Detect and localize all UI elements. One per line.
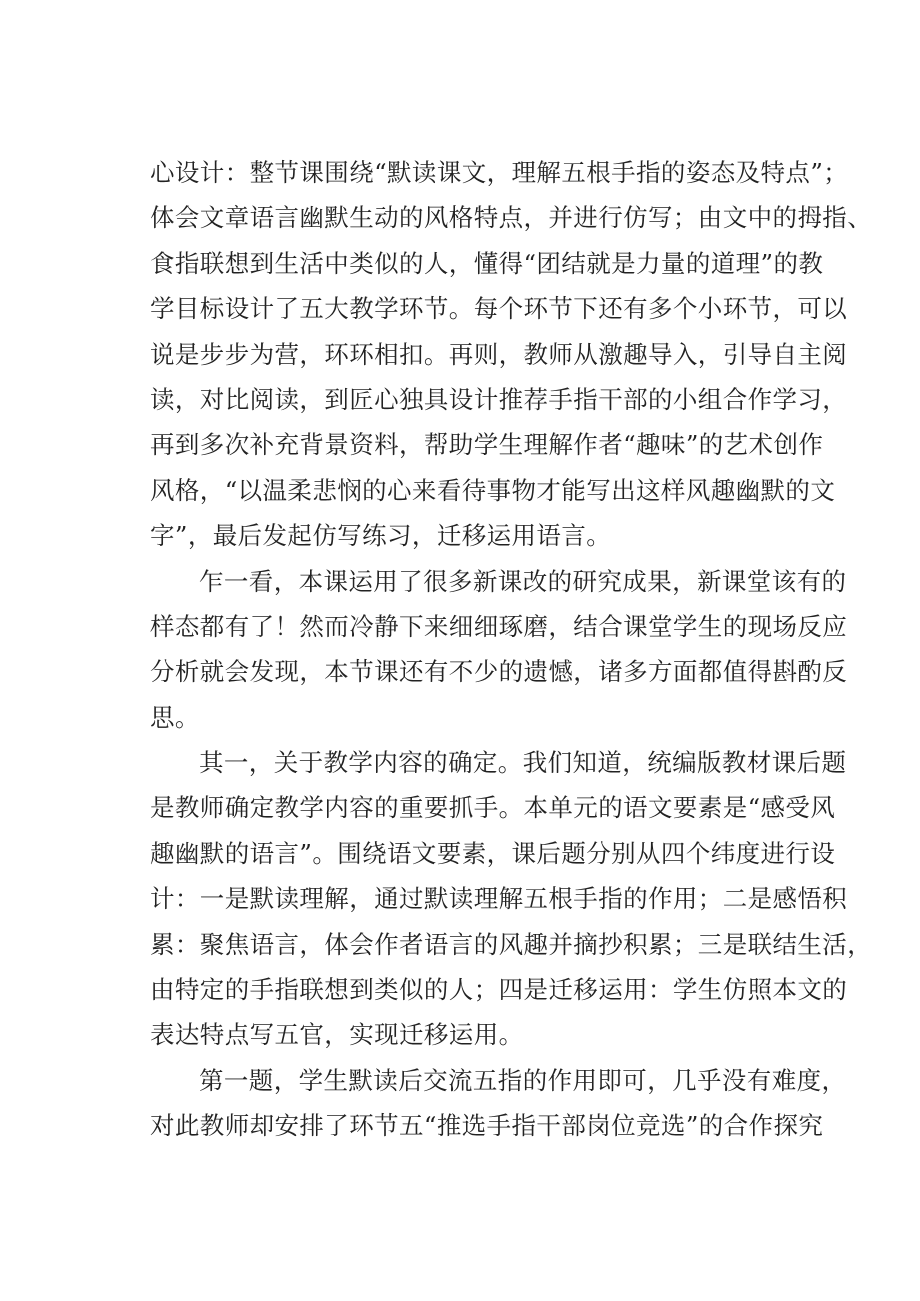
text-line: 累：聚焦语言，体会作者语言的风趣并摘抄积累；三是联结生活， [150,929,873,959]
text-line: 食指联想到生活中类似的人，懂得“团结就是力量的道理”的教 [150,248,824,278]
text-line: 说是步步为营，环环相扣。再则，教师从激趣导入，引导自主阅 [150,339,848,369]
text-line: 学目标设计了五大教学环节。每个环节下还有多个小环节，可以 [150,294,848,324]
text-line: 体会文章语言幽默生动的风格特点，并进行仿写；由文中的拇指、 [150,203,873,233]
text-line: 由特定的手指联想到类似的人；四是迁移运用：学生仿照本文的 [150,975,848,1005]
text-line: 风格，“以温柔悲悯的心来看待事物才能写出这样风趣幽默的文 [150,475,836,505]
text-line: 表达特点写五官，实现迁移运用。 [150,1020,524,1050]
text-line: 对此教师却安排了环节五“推选手指干部岗位竞选”的合作探究 [150,1111,824,1141]
text-line: 分析就会发现，本节课还有不少的遗憾，诸多方面都值得斟酌反 [150,657,848,687]
paragraph-4 [150,1058,847,1149]
paragraph-1 [150,150,873,559]
text-line: 再到多次补充背景资料，帮助学生理解作者“趣味”的艺术创作 [150,430,824,460]
text-line: 乍一看，本课运用了很多新课改的研究成果，新课堂该有的 [199,566,847,596]
text-line: 是教师确定教学内容的重要抓手。本单元的语文要素是“感受风 [150,793,836,823]
text-line: 计：一是默读理解，通过默读理解五根手指的作用；二是感悟积 [150,884,848,914]
text-line: 读，对比阅读，到匠心独具设计推荐手指干部的小组合作学习， [150,384,848,414]
text-line: 样态都有了！然而冷静下来细细琢磨，结合课堂学生的现场反应 [150,611,848,641]
text-line: 趣幽默的语言”。围绕语文要素，课后题分别从四个纬度进行设 [150,838,836,868]
text-line: 字”，最后发起仿写练习，迁移运用语言。 [150,521,612,551]
paragraph-2 [150,559,848,741]
paragraph-3 [150,740,873,1058]
document-body [150,150,873,1149]
text-line: 其一，关于教学内容的确定。我们知道，统编版教材课后题 [199,748,847,778]
text-line: 思。 [150,702,200,732]
text-line: 心设计：整节课围绕“默读课文，理解五根手指的姿态及特点”； [150,158,849,187]
text-line: 第一题，学生默读后交流五指的作用即可，几乎没有难度， [199,1065,847,1095]
